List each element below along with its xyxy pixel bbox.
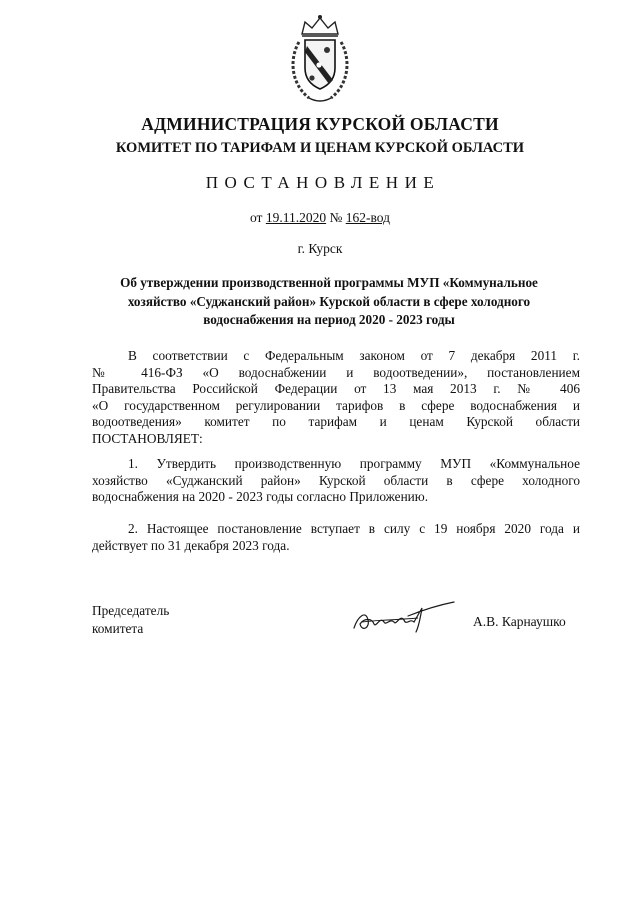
organization-name: АДМИНИСТРАЦИЯ КУРСКОЙ ОБЛАСТИ: [141, 114, 499, 134]
paragraph-line: № 416-ФЗ «О водоснабжении и водоотведении», постановлением: [92, 364, 580, 380]
paragraph-line: Правительства Российской Федерации от 13 мая 2013 г. № 406: [92, 381, 580, 396]
preamble-paragraph: [92, 348, 580, 447]
document-date: 19.11.2020: [265, 210, 327, 225]
date-prefix: от: [249, 210, 263, 225]
clause-1: [92, 456, 580, 506]
number-prefix: №: [329, 210, 343, 225]
date-number-line: [0, 210, 640, 226]
paragraph-line: 1. Утвердить производственную программу МУП «Коммунальное: [128, 456, 580, 471]
document-number: 162-вод: [345, 210, 390, 225]
paragraph-line: водоснабжения на 2020 - 2023 годы согласно Приложению.: [92, 489, 429, 504]
clause-2: [92, 521, 580, 554]
paragraph-line: В соответствии с Федеральным законом от 7 декабря 2011 г.: [128, 348, 580, 363]
signatory-title: [92, 602, 169, 638]
signatory-title-line: Председатель: [92, 603, 170, 618]
subject-line: Об утверждении производственной программы МУП «Коммунальное: [120, 275, 538, 290]
committee-name: КОМИТЕТ ПО ТАРИФАМ И ЦЕНАМ КУРСКОЙ ОБЛАСТИ: [115, 140, 525, 156]
document-type: ПОСТАНОВЛЕНИЕ: [205, 173, 441, 192]
paragraph-line: 2. Настоящее постановление вступает в силу с 19 ноября 2020 года и: [128, 521, 580, 536]
paragraph-line: водоотведения» комитет по тарифам и ценам Курской области: [92, 414, 580, 429]
paragraph-line: хозяйство «Суджанский район» Курской области в сфере холодного: [92, 472, 580, 488]
signatory-name: А.В. Карнаушко: [473, 614, 566, 629]
city: г. Курск: [297, 241, 343, 256]
paragraph-line: действует по 31 декабря 2023 года.: [92, 537, 290, 553]
subject-line: хозяйство «Суджанский район» Курской области в сфере холодного: [127, 293, 531, 309]
paragraph-line: «О государственном регулировании тарифов в сфере водоснабжения и: [92, 397, 580, 413]
paragraph-line: ПОСТАНОВЛЯЕТ:: [92, 430, 203, 446]
document-subject: [88, 274, 570, 330]
subject-line: водоснабжения на период 2020 - 2023 годы: [203, 312, 455, 327]
signatory-title-line: комитета: [92, 621, 144, 636]
kursk-coat-of-arms-icon: [287, 14, 353, 106]
handwritten-signature-icon: [348, 598, 458, 638]
